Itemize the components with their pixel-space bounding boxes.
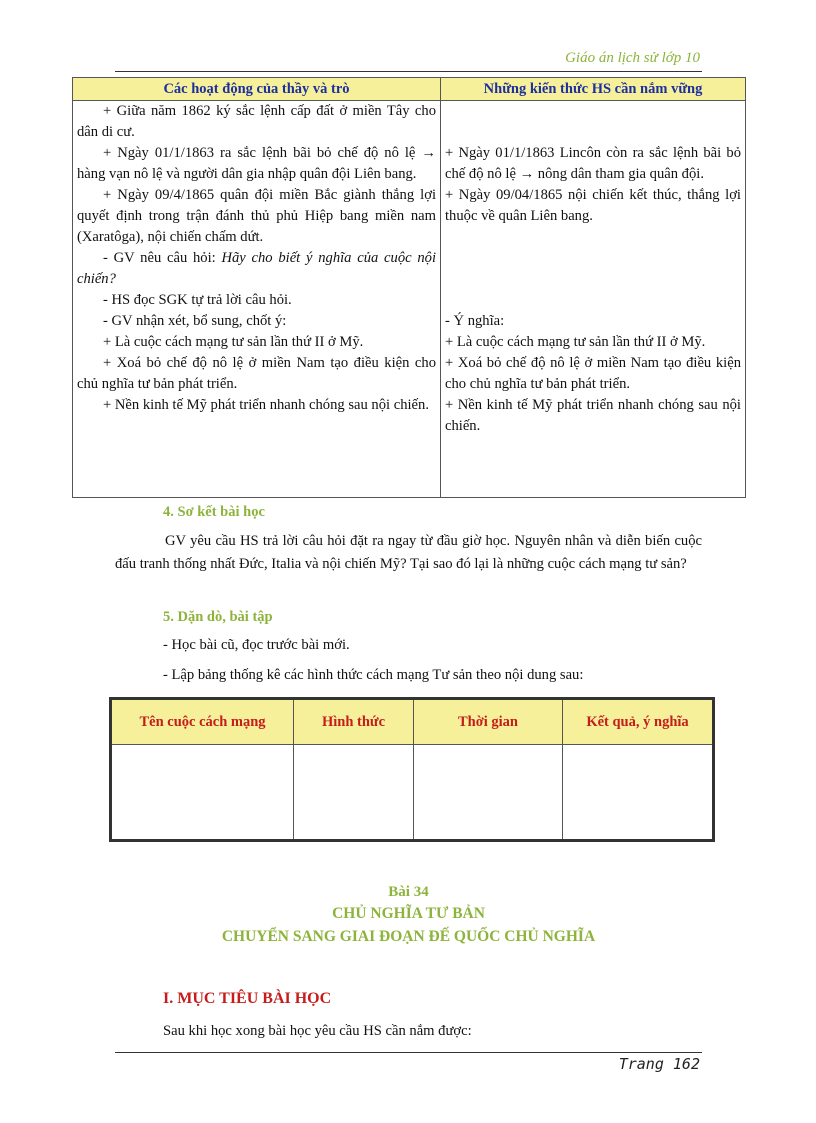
activity-line: - HS đọc SGK tự trả lời câu hỏi. bbox=[103, 292, 292, 308]
objectives-text: Sau khi học xong bài học yêu cầu HS cần nắm được: bbox=[163, 1023, 472, 1039]
activity-line: + Là cuộc cách mạng tư sản lần thứ II ở Mỹ. bbox=[103, 334, 364, 350]
spacer bbox=[445, 101, 741, 122]
col-header-knowledge: Những kiến thức HS cần nắm vững bbox=[441, 78, 746, 101]
stat-col-name: Tên cuộc cách mạng bbox=[111, 699, 294, 745]
lesson-number: Bài 34 bbox=[388, 884, 429, 900]
knowledge-line: + Là cuộc cách mạng tư sản lần thứ II ở Mỹ. bbox=[445, 334, 706, 350]
activities-cell bbox=[73, 101, 441, 498]
section-5-title: 5. Dặn dò, bài tập bbox=[163, 609, 273, 625]
objectives-title: I. MỤC TIÊU BÀI HỌC bbox=[163, 990, 332, 1007]
page-header-title: Giáo án lịch sử lớp 10 bbox=[565, 50, 700, 66]
lesson-activity-table bbox=[72, 77, 746, 498]
knowledge-line: + Ngày 01/1/1863 Lincôn còn ra sắc lệnh bãi bỏ chế độ nô lệ → nông dân tham gia quân đội. bbox=[445, 145, 741, 182]
stat-col-form: Hình thức bbox=[294, 699, 414, 745]
table-header-row bbox=[73, 78, 746, 101]
empty-cell bbox=[111, 745, 294, 841]
lesson-title-line-1: CHỦ NGHĨA TƯ BẢN bbox=[332, 905, 485, 922]
spacer bbox=[445, 122, 741, 143]
lesson-title-line-2: CHUYỂN SANG GIAI ĐOẠN ĐẾ QUỐC CHỦ NGHĨA bbox=[221, 928, 596, 945]
header-rule bbox=[115, 71, 702, 72]
knowledge-cell bbox=[441, 101, 746, 498]
section-4-title: 4. Sơ kết bài học bbox=[163, 504, 265, 520]
activity-line: + Nền kinh tế Mỹ phát triển nhanh chóng sau nội chiến. bbox=[103, 397, 429, 413]
homework-line: - Lập bảng thống kê các hình thức cách mạng Tư sản theo nội dung sau: bbox=[163, 667, 584, 683]
activity-line: - GV nhận xét, bổ sung, chốt ý: bbox=[103, 313, 287, 329]
stat-col-result: Kết quả, ý nghĩa bbox=[563, 699, 714, 745]
knowledge-line: + Ngày 09/04/1865 nội chiến kết thúc, thắng lợi thuộc về quân Liên bang. bbox=[445, 187, 741, 224]
activity-line: + Giữa năm 1862 ký sắc lệnh cấp đất ở miền Tây cho dân di cư. bbox=[77, 103, 436, 140]
table-header-row bbox=[111, 699, 714, 745]
activity-line: + Ngày 01/1/1863 ra sắc lệnh bãi bỏ chế độ nô lệ → hàng vạn nô lệ và người dân gia nhập quân đội Liên bang. bbox=[77, 145, 436, 182]
empty-cell bbox=[414, 745, 563, 841]
homework-line: - Học bài cũ, đọc trước bài mới. bbox=[163, 637, 350, 653]
section-4-text: GV yêu cầu HS trả lời câu hỏi đặt ra ngay từ đầu giờ học. Nguyên nhân và diễn biến cuộc đấu tranh thống nhất Đức, Italia và nội chiến Mỹ? Tại sao đó lại là những cuộc cách mạng tư sản? bbox=[115, 533, 702, 572]
empty-cell bbox=[294, 745, 414, 841]
knowledge-line: + Nền kinh tế Mỹ phát triển nhanh chóng sau nội chiến. bbox=[445, 397, 741, 434]
question-text: Hãy cho biết ý nghĩa của cuộc nội chiến? bbox=[77, 250, 436, 287]
spacer bbox=[445, 227, 741, 311]
activity-line: + Xoá bỏ chế độ nô lệ ở miền Nam tạo điều kiện cho chủ nghĩa tư bản phát triển. bbox=[77, 355, 436, 392]
question-prefix: - GV nêu câu hỏi: bbox=[103, 250, 222, 266]
activity-line: + Ngày 09/4/1865 quân đội miền Bắc giành thắng lợi quyết định trong trận đánh thủ phủ Hiệp bang miền nam (Xaratôga), nội chiến chấm dứt. bbox=[77, 187, 436, 245]
knowledge-line: + Xoá bỏ chế độ nô lệ ở miền Nam tạo điều kiện cho chủ nghĩa tư bản phát triển. bbox=[445, 355, 741, 392]
table-row bbox=[111, 745, 714, 841]
table-row bbox=[73, 101, 746, 498]
col-header-activities: Các hoạt động của thầy và trò bbox=[73, 78, 441, 101]
page-number: Trang 162 bbox=[618, 1055, 700, 1073]
empty-cell bbox=[563, 745, 714, 841]
footer-rule bbox=[115, 1052, 702, 1053]
knowledge-line: - Ý nghĩa: bbox=[445, 313, 505, 329]
stat-col-time: Thời gian bbox=[414, 699, 563, 745]
activity-line bbox=[77, 248, 436, 290]
revolution-stats-table bbox=[109, 697, 715, 842]
